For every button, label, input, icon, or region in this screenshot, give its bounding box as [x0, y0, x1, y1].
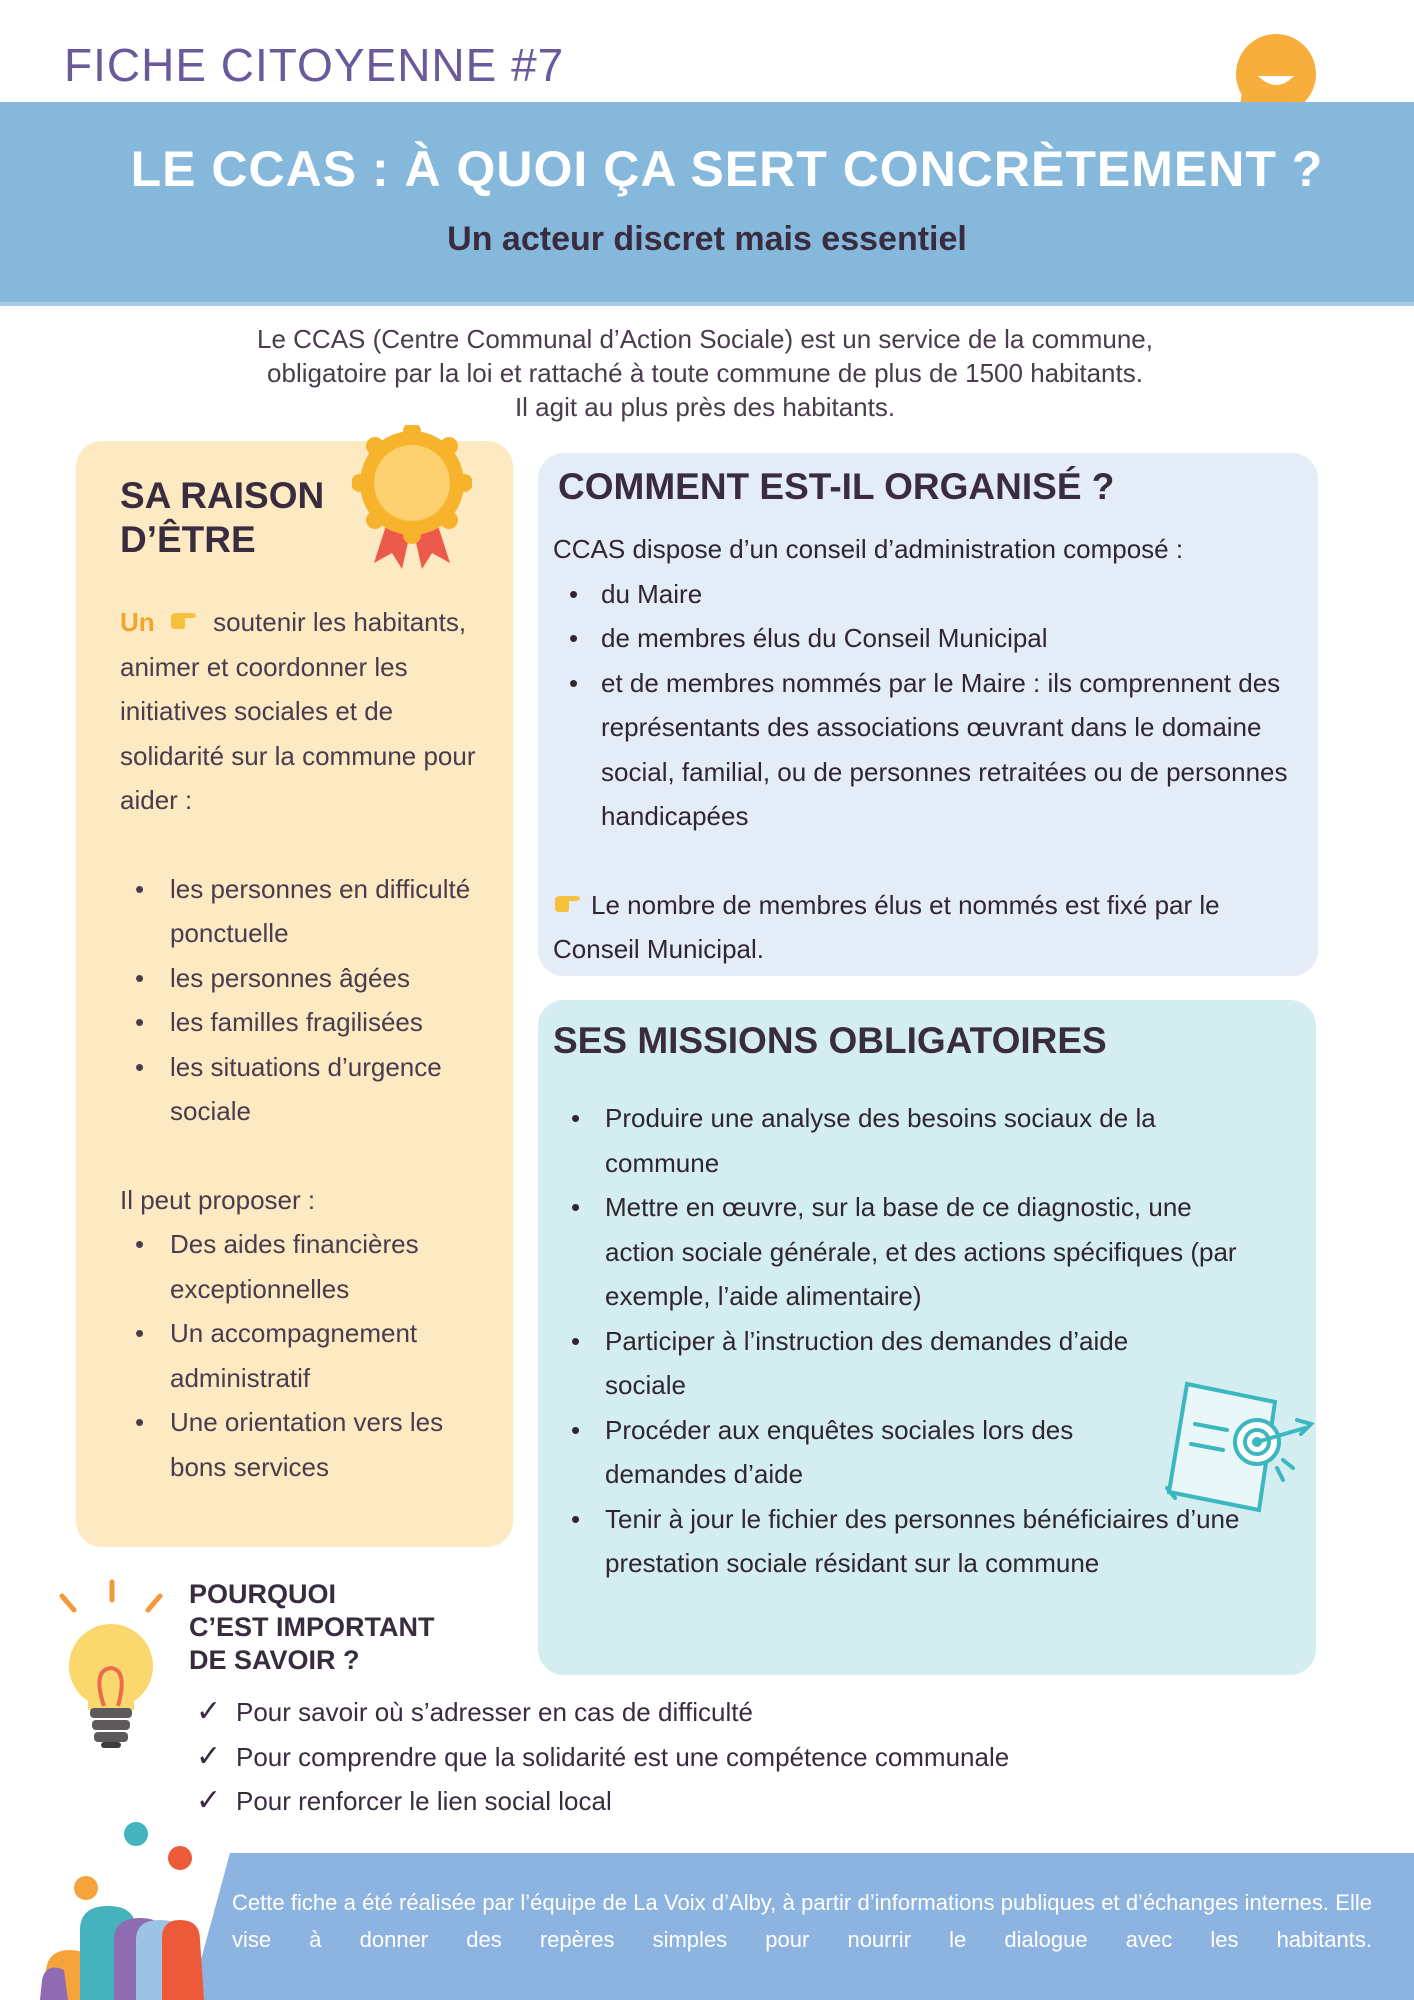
- page-kicker: FICHE CITOYENNE #7: [64, 39, 565, 91]
- list-item: [196, 1735, 1009, 1780]
- raison-lead-word: Un: [120, 607, 155, 637]
- raison-lead-text: soutenir les habitants, animer et coordonner les initiatives sociales et de solidarité sur la commune pour aider :: [120, 607, 476, 815]
- list-item: • Mettre en œuvre, sur la base de ce diagnostic, une action sociale générale, et des actions spécifiques (par exemple, l’aide alimentaire): [553, 1185, 1243, 1319]
- missions-body: [553, 1096, 1243, 1586]
- list-item: • du Maire: [553, 572, 1303, 617]
- pointing-hand-icon: [553, 883, 591, 928]
- intro-line: obligatoire par la loi et rattaché à toute commune de plus de 1500 habitants.: [267, 358, 1143, 388]
- list-item: • Procéder aux enquêtes sociales lors des demandes d’aide: [553, 1408, 1243, 1497]
- intro-line: Il agit au plus près des habitants.: [514, 392, 896, 422]
- why-title: [189, 1578, 435, 1677]
- organisation-note: [553, 883, 1303, 972]
- intro-line: Le CCAS (Centre Communal d’Action Sociale) est un service de la commune,: [257, 324, 1153, 354]
- list-item: • de membres élus du Conseil Municipal: [553, 616, 1303, 661]
- organisation-note-text: Le nombre de membres élus et nommés est fixé par le Conseil Municipal.: [553, 889, 1220, 964]
- missions-list: [553, 1096, 1243, 1586]
- why-title-line: C’EST IMPORTANT: [189, 1612, 435, 1642]
- missions-title: SES MISSIONS OBLIGATOIRES: [553, 1020, 1107, 1061]
- checkmark-icon: ✓: [196, 1739, 222, 1773]
- propose-label: Il peut proposer :: [120, 1184, 316, 1215]
- list-item: [196, 1690, 1009, 1735]
- raison-title-line: SA RAISON: [120, 475, 325, 516]
- title-banner: [0, 102, 1414, 306]
- list-item: • Participer à l’instruction des demandes d’aide sociale: [553, 1319, 1243, 1408]
- list-item: • Tenir à jour le fichier des personnes bénéficiaires d’une prestation sociale résidant sur la commune: [553, 1497, 1243, 1586]
- raison-title: [120, 474, 370, 562]
- raison-title-line: D’ÊTRE: [120, 519, 256, 560]
- list-item: • Des aides financières exceptionnelles: [120, 1222, 500, 1311]
- organisation-body: [553, 527, 1303, 972]
- intro-paragraph: [140, 322, 1270, 424]
- why-list: [196, 1690, 1009, 1824]
- why-item-text: Pour savoir où s’adresser en cas de difficulté: [236, 1697, 753, 1727]
- organisation-intro: CCAS dispose d’un conseil d’administration composé :: [553, 534, 1184, 564]
- list-item: • et de membres nommés par le Maire : ils comprennent des représentants des associations œuvrant dans le domaine social, familial, ou de personnes retraitées ou de personnes handicapées: [553, 661, 1303, 839]
- raison-list: [120, 867, 500, 1134]
- footer-text: Cette fiche a été réalisée par l’équipe de La Voix d’Alby, à partir d’informations publiques et d’échanges internes. Elle vise à donner des repères simples pour nourrir le dialogue avec les habitants.: [232, 1890, 1372, 1952]
- list-item: • les situations d’urgence sociale: [120, 1045, 500, 1134]
- list-item: • Une orientation vers les bons services: [120, 1400, 500, 1489]
- list-item: • les personnes âgées: [120, 956, 500, 1001]
- document-target-icon: [1165, 1380, 1317, 1520]
- pointing-hand-icon: [162, 600, 206, 645]
- page-subtitle: Un acteur discret mais essentiel: [447, 220, 967, 258]
- organisation-title: COMMENT EST-IL ORGANISÉ ?: [558, 466, 1115, 507]
- list-item: • les personnes en difficulté ponctuelle: [120, 867, 500, 956]
- list-item: • Produire une analyse des besoins sociaux de la commune: [553, 1096, 1243, 1185]
- list-item: [196, 1779, 1009, 1824]
- why-item-text: Pour comprendre que la solidarité est une compétence communale: [236, 1741, 1010, 1772]
- raison-lead: [120, 600, 500, 823]
- raison-body: [120, 600, 500, 1489]
- why-item-text: Pour renforcer le lien social local: [236, 1786, 612, 1816]
- organisation-list: [553, 572, 1303, 839]
- why-title-line: DE SAVOIR ?: [189, 1645, 360, 1675]
- why-title-line: POURQUOI: [189, 1579, 337, 1609]
- list-item: • Un accompagnement administratif: [120, 1311, 500, 1400]
- list-item: • les familles fragilisées: [120, 1000, 500, 1045]
- checkmark-icon: ✓: [196, 1784, 222, 1817]
- medal-icon: [352, 425, 472, 570]
- checkmark-icon: ✓: [196, 1695, 222, 1728]
- lightbulb-icon: [56, 1578, 166, 1753]
- people-group-icon: [40, 1820, 220, 2000]
- page-title: LE CCAS : À QUOI ÇA SERT CONCRÈTEMENT ?: [130, 141, 1324, 197]
- propose-list: [120, 1222, 500, 1489]
